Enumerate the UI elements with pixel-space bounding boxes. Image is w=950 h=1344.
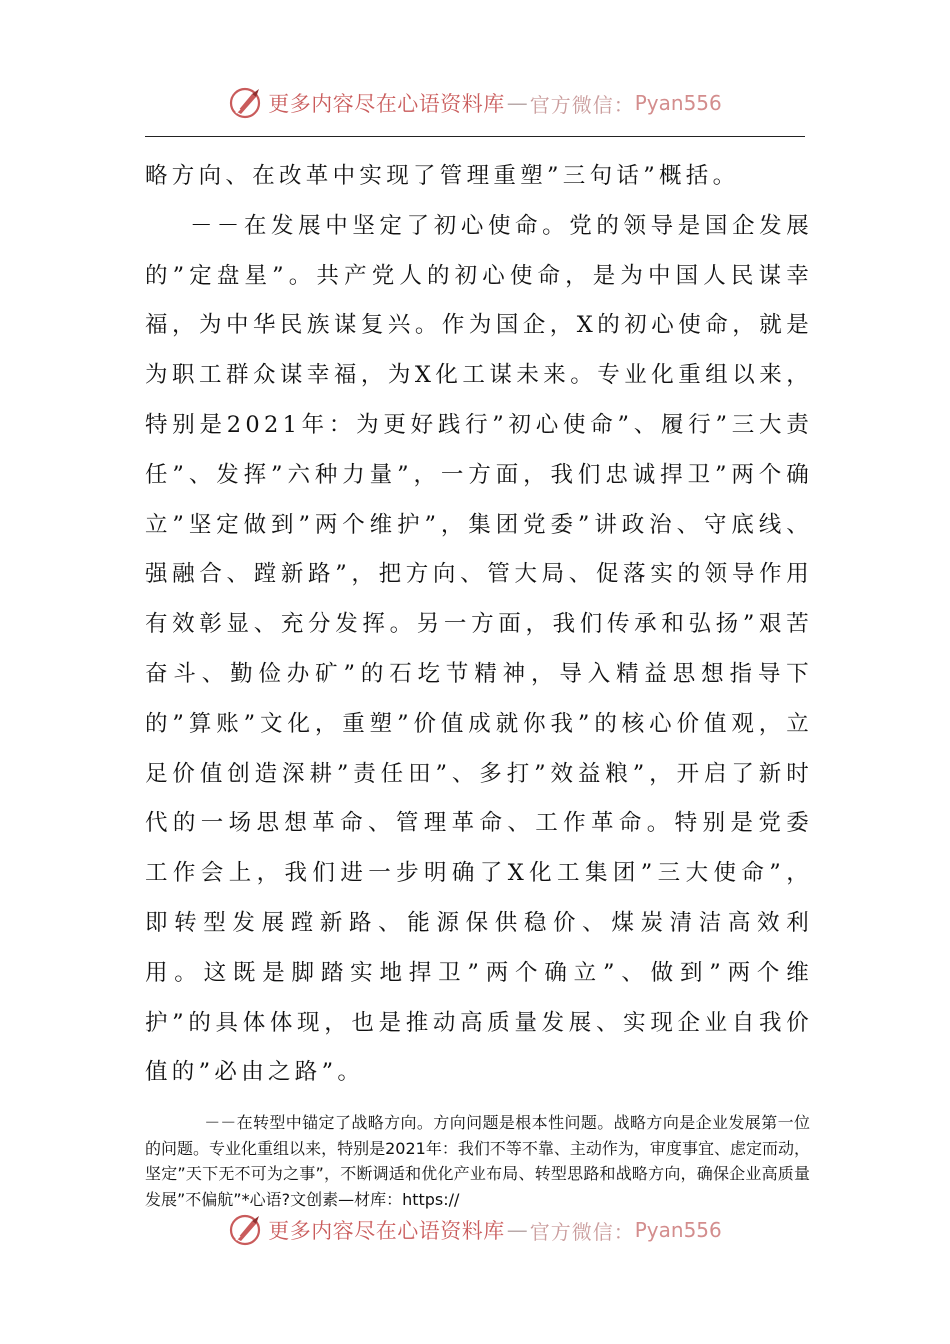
- banner-wechat-label: 官方微信：: [529, 92, 635, 117]
- document-body: [145, 152, 813, 1098]
- footer-banner-title: 更多内容尽在心语资料库: [268, 1219, 505, 1243]
- footer-banner-wechat-label: 官方微信：: [529, 1219, 635, 1244]
- quill-logo-icon: [228, 85, 264, 121]
- footer-banner-wechat-id: Pyan556: [634, 1218, 722, 1242]
- header-divider: [145, 136, 805, 137]
- paragraph-continuation: 略方向、在改革中实现了管理重塑”三句话”概括。: [145, 163, 740, 189]
- banner-title: 更多内容尽在心语资料库: [268, 92, 505, 116]
- header-banner: [0, 78, 950, 128]
- footer-banner: [0, 1205, 950, 1255]
- quill-logo-icon: [228, 1212, 264, 1248]
- banner-wechat-id: Pyan556: [634, 91, 722, 115]
- paragraph-mission: －－在发展中坚定了初心使命。党的领导是国企发展的”定盘星”。共产党人的初心使命，是为中国人民谋幸福，为中华民族谋复兴。作为国企，X的初心使命，就是为职工群众谋幸福，为X化工谋未来。专业化重组以来，特别是2021年：为更好践行”初心使命”、履行”三大责任”、发挥”六种力量”，一方面，我们忠诚捍卫”两个确立”坚定做到”两个维护”，集团党委”讲政治、守底线、强融合、蹚新路”，把方向、管大局、促落实的领导作用有效彰显、充分发挥。另一方面，我们传承和弘扬”艰苦奋斗、勤俭办矿”的石圪节精神，导入精益思想指导下的”算账”文化，重塑”价值成就你我”的核心价值观，立足价值创造深耕”责任田”、多打”效益粮”，开启了新时代的一场思想革命、管理革命、工作革命。特别是党委工作会上，我们进一步明确了X化工集团”三大使命”，即转型发展蹚新路、能源保供稳价、煤炭清洁高效利用。这既是脚踏实地捍卫”两个确立”、做到”两个维护”的具体体现，也是推动高质量发展、实现企业自我价值的”必由之路”。: [145, 212, 813, 1086]
- footer-banner-dash: —: [506, 1218, 528, 1242]
- banner-dash: —: [506, 91, 528, 115]
- paragraph-strategy: －－在转型中锚定了战略方向。方向问题是根本性问题。战略方向是企业发展第一位的问题。专业化重组以来，特别是2021年：我们不等不靠、主动作为，审度事宜、虑定而动，坚定”天下无不可为之事”，不断调适和优化产业布局、转型思路和战略方向，确保企业高质量发展”不偏航”*心语?文创素—材库：https://: [145, 1113, 810, 1209]
